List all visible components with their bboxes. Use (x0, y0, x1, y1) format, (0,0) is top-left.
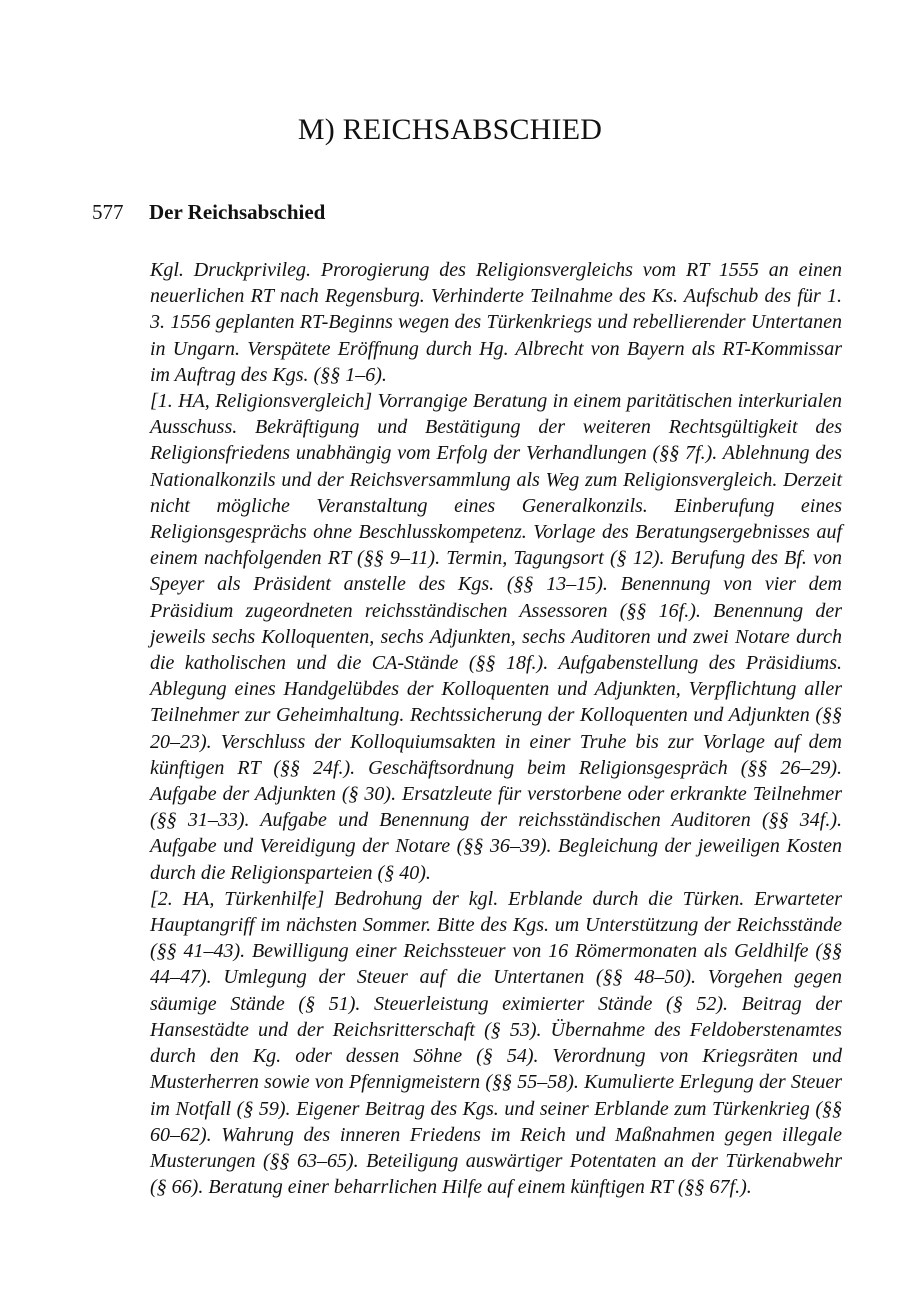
summary-paragraph-religionsvergleich: [1. HA, Religionsvergleich] Vorrangige Beratung in einem paritätischen interkurialen Ausschuss. Bekräftigung und Bestätigung der weiteren Rechtsgültigkeit des Religionsfriedens unabhängig vom Erfolg der Verhandlungen (§§ 7f.). Ablehnung des Nationalkonzils und der Reichsversammlung als Weg zum Religionsvergleich. Derzeit nicht mögliche Veranstaltung eines Generalkonzils. Einberufung eines Religionsgesprächs ohne Beschlusskompetenz. Vorlage des Beratungsergebnisses auf einem nachfolgenden RT (§§ 9–11). Termin, Tagungsort (§ 12). Berufung des Bf. von Speyer als Präsident anstelle des Kgs. (§§ 13–15). Benennung von vier dem Präsidium zugeordneten reichsständischen Assessoren (§§ 16f.). Benennung der jeweils sechs Kolloquenten, sechs Adjunkten, sechs Auditoren und zwei Notare durch die katholischen und die CA-Stände (§§ 18f.). Aufgabenstellung des Präsidiums. Ablegung eines Handgelübdes der Kolloquenten und Adjunkten, Verpflichtung aller Teilnehmer zur Geheimhaltung. Rechtssicherung der Kolloquenten und Adjunkten (§§ 20–23). Verschluss der Kolloquiumsakten in einer Truhe bis zur Vorlage auf dem künftigen RT (§§ 24f.). Geschäftsordnung beim Religionsgespräch (§§ 26–29). Aufgabe der Adjunkten (§ 30). Ersatzleute für verstorbene oder erkrankte Teilnehmer (§§ 31–33). Aufgabe und Benennung der reichsständischen Auditoren (§§ 34f.). Aufgabe und Vereidigung der Notare (§§ 36–39). Begleichung der jeweiligen Kosten durch die Religionsparteien (§ 40). (150, 390, 842, 884)
summary-paragraph-intro: Kgl. Druckprivileg. Prorogierung des Religionsvergleichs vom RT 1555 an einen neuerlichen RT nach Regensburg. Verhinderte Teilnahme des Ks. Aufschub des für 1. 3. 1556 geplanten RT-Beginns wegen des Türkenkriegs und rebellierender Untertanen in Ungarn. Verspätete Eröffnung durch Hg. Albrecht von Bayern als RT-Kommissar im Auftrag des Kgs. (§§ 1–6). (150, 259, 842, 386)
document-header (92, 198, 812, 226)
document-summary (150, 257, 842, 1200)
summary-paragraph-tuerkenhilfe: [2. HA, Türkenhilfe] Bedrohung der kgl. Erblande durch die Türken. Erwarteter Hauptangriff im nächsten Sommer. Bitte des Kgs. um Unterstützung der Reichsstände (§§ 41–43). Bewilligung einer Reichssteuer von 16 Römermonaten als Geldhilfe (§§ 44–47). Umlegung der Steuer auf die Untertanen (§§ 48–50). Vorgehen gegen säumige Stände (§ 51). Steuerleistung eximierter Stände (§ 52). Beitrag der Hansestädte und der Reichsritterschaft (§ 53). Übernahme des Feldoberstenamtes durch den Kg. oder dessen Söhne (§ 54). Verordnung von Kriegsräten und Musterherren sowie von Pfennigmeistern (§§ 55–58). Kumulierte Erlegung der Steuer im Notfall (§ 59). Eigener Beitrag des Kgs. und seiner Erblande zum Türkenkrieg (§§ 60–62). Wahrung des inneren Friedens im Reich und Maßnahmen gegen illegale Musterungen (§§ 63–65). Beteiligung auswärtiger Potentaten an der Türkenabwehr (§ 66). Beratung einer beharrlichen Hilfe auf einem künftigen RT (§§ 67f.). (150, 887, 842, 1199)
document-number: 577 (92, 200, 124, 224)
section-heading: M) REICHSABSCHIED (297, 113, 603, 146)
document-title: Der Reichsabschied (149, 200, 326, 224)
